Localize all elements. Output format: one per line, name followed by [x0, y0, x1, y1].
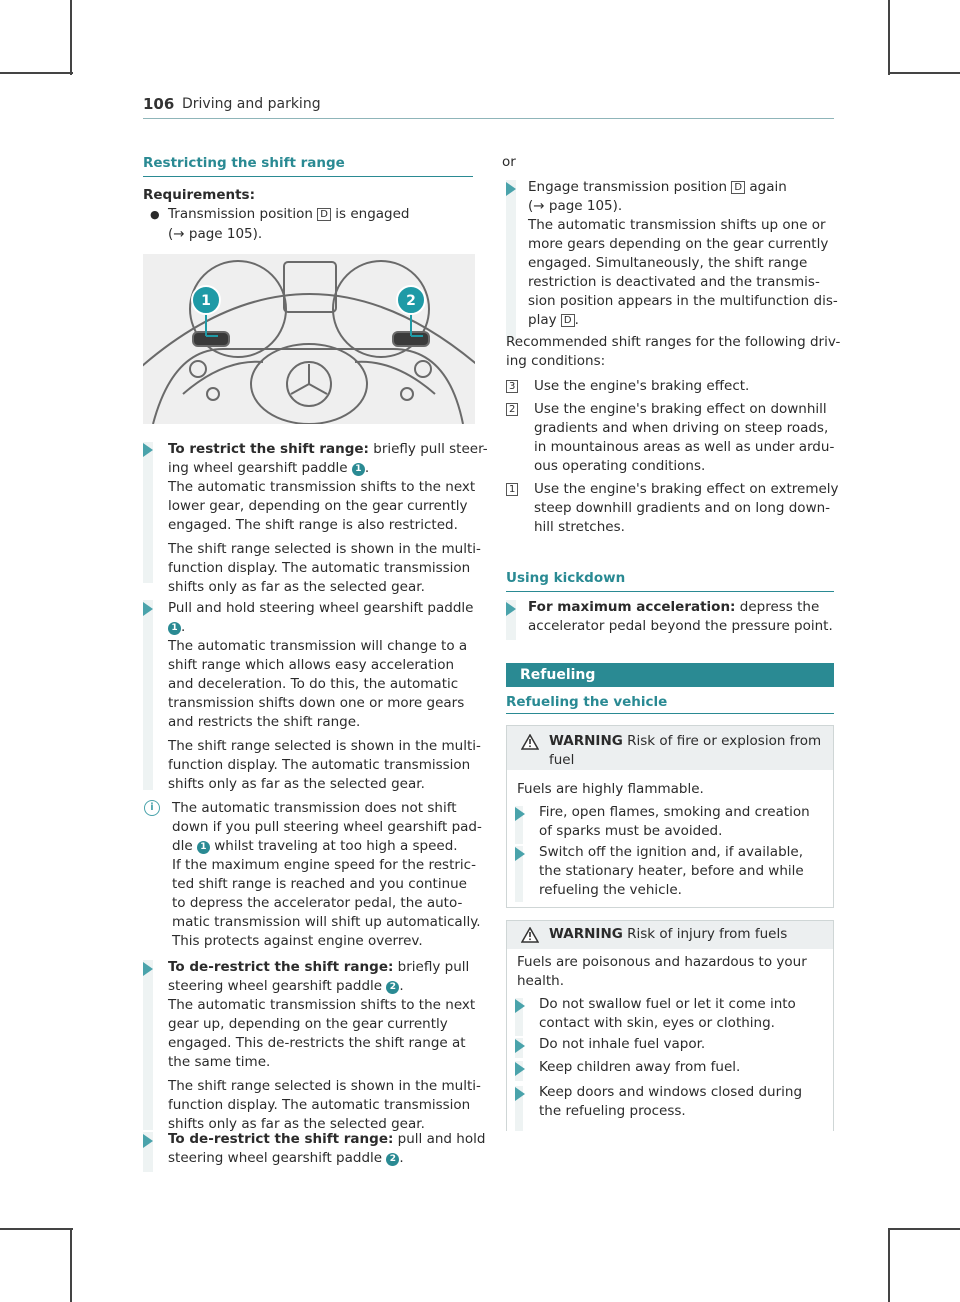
gear-symbol: D — [561, 314, 575, 327]
warning-bullet: Fire, open flames, smoking and creation — [539, 804, 810, 820]
range-line: Use the engine's braking effect on extremely — [534, 481, 839, 497]
section-title: Refueling the vehicle — [506, 694, 668, 710]
step-line: shifts only as far as the selected gear. — [168, 579, 425, 595]
step-line: the same time. — [168, 1054, 271, 1070]
crop-mark — [70, 1228, 72, 1302]
arrow-bullet-icon — [515, 807, 525, 821]
section-rule — [143, 176, 473, 177]
crop-mark — [0, 1228, 73, 1230]
crop-mark — [70, 0, 72, 75]
chapter-banner: Refueling — [506, 663, 834, 687]
warning-bullet: of sparks must be avoided. — [539, 823, 723, 839]
arrow-bullet-icon — [143, 962, 153, 976]
warning-bullet: refueling the vehicle. — [539, 882, 682, 898]
gear-symbol: 2 — [506, 400, 518, 420]
warning-title: fuel — [549, 752, 575, 768]
tip-line: to depress the accelerator pedal, the auto- — [172, 895, 463, 911]
warning-bullet: the refueling process. — [539, 1103, 686, 1119]
range-line: ous operating conditions. — [534, 458, 706, 474]
step-block — [143, 960, 153, 1130]
step-line: shifts only as far as the selected gear. — [168, 1116, 425, 1132]
step-line: To restrict the shift range: briefly pull steer- — [168, 441, 488, 457]
callout-1: 1 — [168, 622, 181, 635]
warning-bullet: Switch off the ignition and, if available, — [539, 844, 804, 860]
step-line: engaged. This de-restricts the shift range at — [168, 1035, 466, 1051]
step-line: engaged. The shift range is also restricted. — [168, 517, 458, 533]
page-number: 106 — [143, 95, 175, 113]
gear-symbol: D — [731, 181, 745, 194]
section-rule — [506, 591, 834, 592]
callout-1: 1 — [352, 463, 365, 476]
warning-body: Fuels are poisonous and hazardous to your — [517, 954, 807, 970]
range-line: steep downhill gradients and on long down- — [534, 500, 831, 516]
warning-bullet: Do not inhale fuel vapor. — [539, 1036, 706, 1052]
arrow-bullet-icon — [143, 602, 153, 616]
step-line: For maximum acceleration: depress the — [528, 599, 820, 615]
body-line: ing conditions: — [506, 353, 606, 369]
requirement-line: Transmission position D is engaged — [168, 206, 410, 222]
arrow-bullet-icon — [515, 1087, 525, 1101]
range-line: gradients and when driving on steep roads, — [534, 420, 829, 436]
tip-line: down if you pull steering wheel gearshift pad- — [172, 819, 482, 835]
step-line: The automatic transmission shifts to the next — [168, 997, 476, 1013]
step-line: lower gear, depending on the gear currently — [168, 498, 468, 514]
arrow-bullet-icon — [515, 999, 525, 1013]
tip-line: dle 1 whilst traveling at too high a speed. — [172, 838, 458, 854]
arrow-bullet-icon — [143, 443, 153, 457]
step-line: The automatic transmission shifts up one or — [528, 217, 826, 233]
step-line: ing wheel gearshift paddle 1 . — [168, 460, 370, 476]
chapter-title: Driving and parking — [182, 96, 321, 112]
warning-bullet: the stationary heater, before and while — [539, 863, 804, 879]
step-line: play D . — [528, 312, 579, 328]
gear-symbol: 3 — [506, 377, 518, 397]
tip-line: This protects against engine overrev. — [172, 933, 423, 949]
step-line: shift range which allows easy acceleration — [168, 657, 455, 673]
callout-2: 2 — [386, 981, 399, 994]
step-line: and restricts the shift range. — [168, 714, 361, 730]
step-line: function display. The automatic transmission — [168, 1097, 471, 1113]
warning-bullet: Keep doors and windows closed during — [539, 1084, 803, 1100]
warning-title: WARNING Risk of injury from fuels — [549, 926, 788, 942]
or-text: or — [502, 154, 516, 170]
step-line: function display. The automatic transmission — [168, 560, 471, 576]
tip-line: ted shift range is reached and you continue — [172, 876, 467, 892]
requirements-label: Requirements: — [143, 187, 255, 203]
warning-bullet: contact with skin, eyes or clothing. — [539, 1015, 775, 1031]
warning-body: Fuels are highly flammable. — [517, 781, 704, 797]
step-line: Pull and hold steering wheel gearshift paddle — [168, 600, 474, 616]
warning-box — [506, 920, 834, 1131]
range-line: Use the engine's braking effect on downhill — [534, 401, 827, 417]
step-block — [506, 180, 516, 340]
step-line: transmission shifts down one or more gears — [168, 695, 465, 711]
callout-1: 1 — [197, 841, 210, 854]
step-line: The shift range selected is shown in the multi- — [168, 1078, 481, 1094]
section-title: Restricting the shift range — [143, 155, 345, 171]
section-title: Using kickdown — [506, 570, 626, 586]
info-icon: i — [144, 800, 160, 816]
warning-triangle-icon — [521, 734, 539, 750]
figure-marker-1: 1 — [201, 293, 211, 309]
section-rule — [506, 713, 834, 714]
step-line: Engage transmission position D again — [528, 179, 787, 195]
tip-line: If the maximum engine speed for the restric- — [172, 857, 476, 873]
body-line: Recommended shift ranges for the following driv- — [506, 334, 841, 350]
page-reference: (→ page 105). — [168, 226, 263, 242]
step-line: restriction is deactivated and the transmis- — [528, 274, 820, 290]
figure-marker-2: 2 — [406, 293, 416, 309]
arrow-bullet-icon — [515, 847, 525, 861]
arrow-bullet-icon — [506, 602, 516, 616]
step-line: 1 . — [168, 618, 185, 638]
step-line: shifts only as far as the selected gear. — [168, 776, 425, 792]
step-block — [143, 600, 153, 790]
step-line: steering wheel gearshift paddle 2 . — [168, 1150, 404, 1166]
crop-mark — [888, 1228, 960, 1230]
steering-wheel-figure — [143, 254, 475, 424]
tip-line: matic transmission will shift up automatically. — [172, 914, 481, 930]
range-line: Use the engine's braking effect. — [534, 378, 750, 394]
step-line: steering wheel gearshift paddle 2 . — [168, 978, 404, 994]
step-line: To de-restrict the shift range: briefly pull — [168, 959, 470, 975]
range-line: hill stretches. — [534, 519, 625, 535]
warning-body: health. — [517, 973, 565, 989]
crop-mark — [888, 0, 890, 75]
step-line: engaged. Simultaneously, the shift range — [528, 255, 808, 271]
callout-2: 2 — [386, 1153, 399, 1166]
step-line: The shift range selected is shown in the multi- — [168, 541, 481, 557]
step-line: and deceleration. To do this, the automatic — [168, 676, 459, 692]
step-line: To de-restrict the shift range: pull and hold — [168, 1131, 486, 1147]
warning-bullet: Keep children away from fuel. — [539, 1059, 741, 1075]
step-line: function display. The automatic transmission — [168, 757, 471, 773]
crop-mark — [0, 72, 73, 74]
step-line: The automatic transmission will change to a — [168, 638, 468, 654]
step-line: The automatic transmission shifts to the next — [168, 479, 476, 495]
step-line: more gears depending on the gear currently — [528, 236, 829, 252]
tip-line: The automatic transmission does not shift — [172, 800, 457, 816]
arrow-bullet-icon — [506, 182, 516, 196]
bullet-dot-icon: ● — [150, 208, 160, 221]
step-block — [143, 442, 153, 583]
crop-mark — [888, 1228, 890, 1302]
step-line: sion position appears in the multifunction dis- — [528, 293, 838, 309]
warning-bullet: Do not swallow fuel or let it come into — [539, 996, 796, 1012]
step-line: The shift range selected is shown in the multi- — [168, 738, 481, 754]
page-reference: (→ page 105). — [528, 198, 623, 214]
warning-box — [506, 725, 834, 908]
warning-title: WARNING Risk of fire or explosion from — [549, 733, 822, 749]
header-rule — [143, 118, 834, 119]
warning-triangle-icon — [521, 927, 539, 943]
arrow-bullet-icon — [515, 1039, 525, 1053]
arrow-bullet-icon — [515, 1062, 525, 1076]
arrow-bullet-icon — [143, 1134, 153, 1148]
gear-symbol: 1 — [506, 480, 518, 500]
range-line: in mountainous areas as well as under ardu- — [534, 439, 835, 455]
step-line: gear up, depending on the gear currently — [168, 1016, 448, 1032]
crop-mark — [888, 72, 960, 74]
gear-symbol: D — [317, 208, 331, 221]
step-line: accelerator pedal beyond the pressure point. — [528, 618, 833, 634]
